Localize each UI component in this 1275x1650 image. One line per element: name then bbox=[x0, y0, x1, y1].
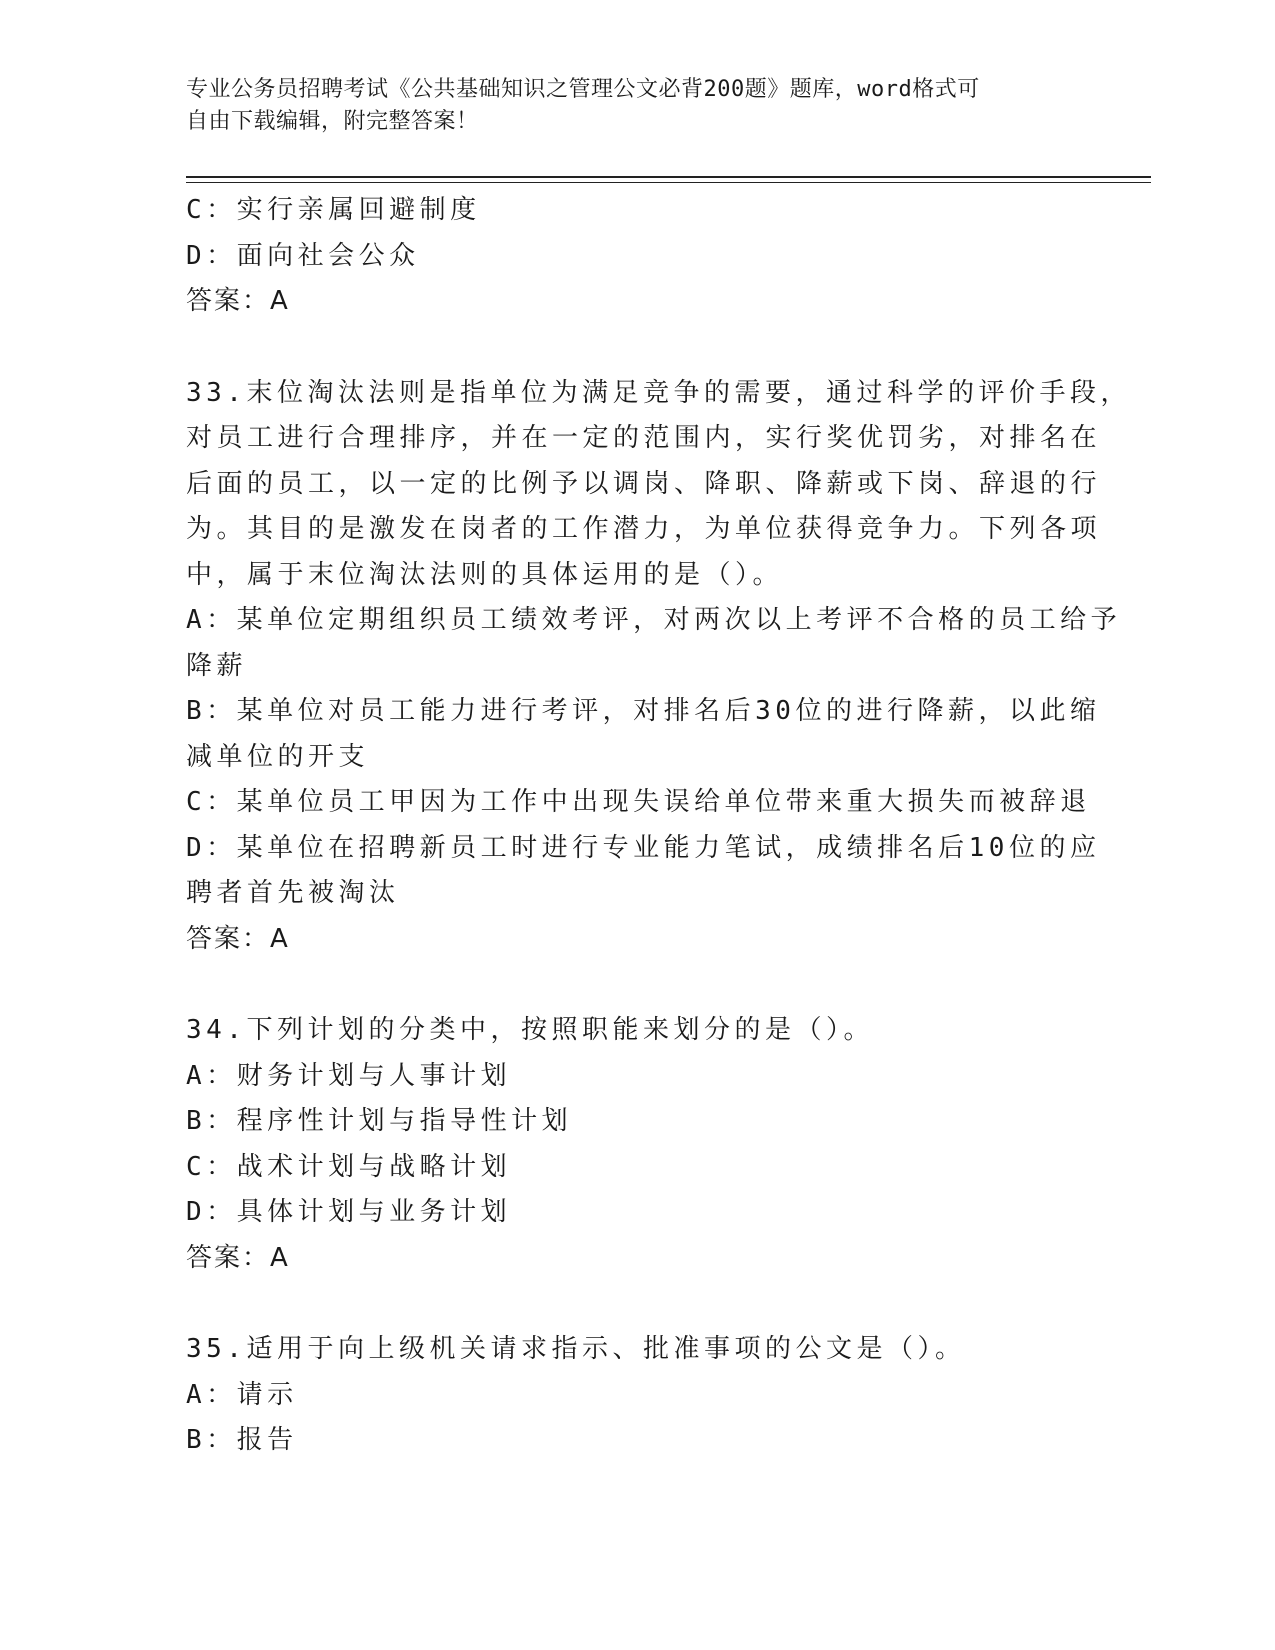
question-content bbox=[186, 188, 1131, 1464]
option-a-line: 降薪 bbox=[186, 650, 248, 681]
option-b-line: 减单位的开支 bbox=[186, 741, 370, 772]
option-c: C：战术计划与战略计划 bbox=[186, 1151, 512, 1182]
option-b: B：报告 bbox=[186, 1425, 298, 1455]
question-stem-line: 中，属于末位淘汰法则的具体运用的是（）。 bbox=[186, 559, 784, 590]
option-a: A：财务计划与人事计划 bbox=[186, 1060, 512, 1091]
header-line-1: 专业公务员招聘考试《公共基础知识之管理公文必背200题》题库，word格式可 bbox=[186, 77, 980, 102]
question-stem-line: 后面的员工，以一定的比例予以调岗、降职、降薪或下岗、辞退的行 bbox=[186, 468, 1102, 499]
option-a-line: A：某单位定期组织员工绩效考评，对两次以上考评不合格的员工给予 bbox=[186, 605, 1122, 635]
question-33 bbox=[186, 371, 1131, 963]
spacer bbox=[186, 962, 1086, 1008]
option-d: D：面向社会公众 bbox=[186, 240, 420, 271]
question-stem: 35.适用于向上级机关请求指示、批准事项的公文是（）。 bbox=[186, 1334, 966, 1364]
question-stem: 34.下列计划的分类中，按照职能来划分的是（）。 bbox=[186, 1015, 874, 1045]
option-c: C：某单位员工甲因为工作中出现失误给单位带来重大损失而被辞退 bbox=[186, 787, 1091, 817]
option-a: A：请示 bbox=[186, 1379, 298, 1410]
document-header bbox=[186, 74, 1086, 138]
question-35 bbox=[186, 1327, 1086, 1464]
spacer bbox=[186, 1281, 1086, 1327]
spacer bbox=[186, 325, 1086, 371]
question-34 bbox=[186, 1008, 1086, 1281]
option-c: C：实行亲属回避制度 bbox=[186, 195, 481, 225]
option-d: D：具体计划与业务计划 bbox=[186, 1197, 512, 1227]
header-divider-thick bbox=[186, 176, 1151, 178]
option-d-line: D：某单位在招聘新员工时进行专业能力笔试，成绩排名后10位的应 bbox=[186, 832, 1101, 863]
previous-question-tail bbox=[186, 188, 1086, 325]
header-line-2: 自由下载编辑，附完整答案！ bbox=[186, 109, 479, 134]
answer: 答案：A bbox=[186, 1242, 290, 1273]
answer: 答案：A bbox=[186, 923, 290, 954]
question-stem-line: 对员工进行合理排序，并在一定的范围内，实行奖优罚劣，对排名在 bbox=[186, 423, 1102, 453]
header-divider-thin bbox=[186, 182, 1151, 183]
answer: 答案：A bbox=[186, 286, 290, 316]
option-d-line: 聘者首先被淘汰 bbox=[186, 878, 400, 908]
question-stem-line: 33.末位淘汰法则是指单位为满足竞争的需要，通过科学的评价手段， bbox=[186, 377, 1131, 408]
option-b: B：程序性计划与指导性计划 bbox=[186, 1106, 573, 1136]
question-stem-line: 为。其目的是激发在岗者的工作潜力，为单位获得竞争力。下列各项 bbox=[186, 514, 1102, 544]
option-b-line: B：某单位对员工能力进行考评，对排名后30位的进行降薪，以此缩 bbox=[186, 696, 1101, 726]
